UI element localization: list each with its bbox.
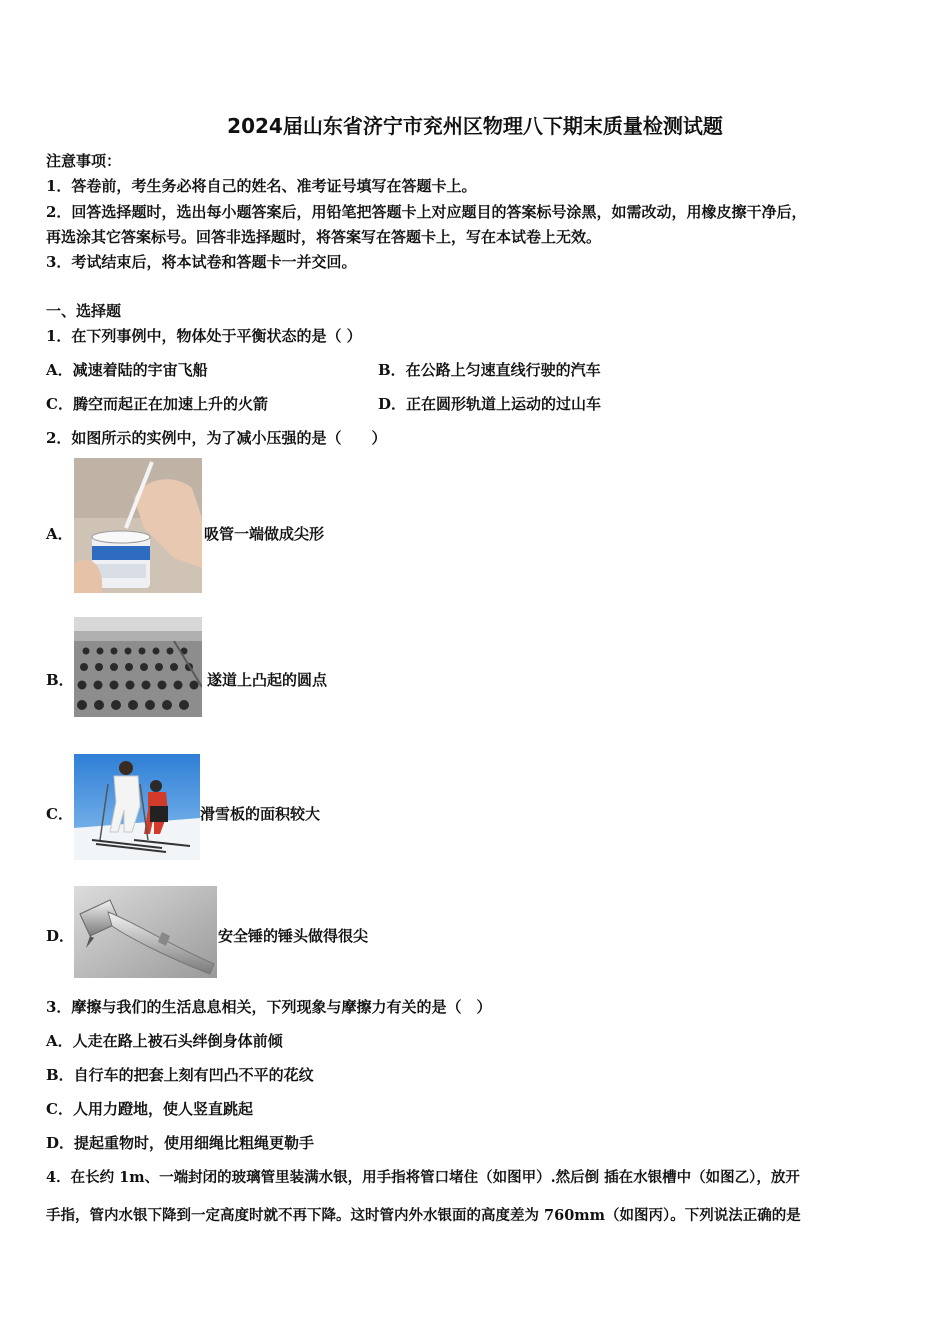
notice-item: 3．考试结束后，将本试卷和答题卡一并交回。 (46, 253, 357, 271)
q1-option-b: B．在公路上匀速直线行驶的汽车 (378, 361, 601, 379)
q2-option-c-letter: C． (46, 805, 73, 823)
q1-option-d: D．正在圆形轨道上运动的过山车 (378, 395, 602, 413)
q2-option-b-letter: B． (46, 671, 74, 689)
q2-option-a-text: 吸管一端做成尖形 (204, 525, 325, 543)
q3-option-d: D．提起重物时，使用细绳比粗绳更勒手 (46, 1134, 315, 1152)
section-heading: 一、选择题 (46, 302, 122, 320)
q1-option-a: A．减速着陆的宇宙飞船 (46, 361, 208, 379)
q3-option-a: A．人走在路上被石头绊倒身体前倾 (46, 1032, 283, 1050)
page-title: 2024届山东省济宁市兖州区物理八下期末质量检测试题 (227, 114, 723, 138)
straw-cup-image (74, 458, 202, 593)
notice-item: 2．回答选择题时，选出每小题答案后，用铅笔把答题卡上对应题目的答案标号涂黑，如需改动，用橡皮擦干净后， (46, 203, 807, 221)
notice-heading: 注意事项： (46, 152, 122, 170)
q2-option-c-text: 滑雪板的面积较大 (200, 805, 321, 823)
question-4-line-1: 4．在长约 1m、一端封闭的玻璃管里装满水银，用手指将管口堵住（如图甲）.然后倒 插在水银槽中（如图乙），放开 (46, 1169, 800, 1186)
q3-option-c: C．人用力蹬地，使人竖直跳起 (46, 1100, 253, 1118)
question-1-stem: 1．在下列事例中，物体处于平衡状态的是（ ） (46, 327, 362, 345)
q1-option-c: C．腾空而起正在加速上升的火箭 (46, 395, 268, 413)
skiers-image (74, 754, 200, 860)
tactile-paving-image (74, 617, 202, 717)
q2-option-d-letter: D． (46, 927, 75, 945)
notice-item: 1．答卷前，考生务必将自己的姓名、准考证号填写在答题卡上。 (46, 177, 477, 195)
q3-option-b: B．自行车的把套上刻有凹凸不平的花纹 (46, 1066, 314, 1084)
question-3-stem: 3．摩擦与我们的生活息息相关，下列现象与摩擦力有关的是（ ） (46, 998, 492, 1016)
q2-option-d-text: 安全锤的锤头做得很尖 (218, 927, 369, 945)
question-4-line-2: 手指，管内水银下降到一定高度时就不再下降。这时管内外水银面的高度差为 760mm（如图丙）。下列说法正确的是 (46, 1207, 801, 1224)
safety-hammer-image (74, 886, 217, 978)
notice-item: 再选涂其它答案标号。回答非选择题时，将答案写在答题卡上，写在本试卷上无效。 (46, 228, 602, 246)
question-2-stem: 2．如图所示的实例中，为了减小压强的是（ ） (46, 429, 387, 447)
q2-option-b-text: 遂道上凸起的圆点 (207, 671, 328, 689)
q2-option-a-letter: A． (46, 525, 73, 543)
